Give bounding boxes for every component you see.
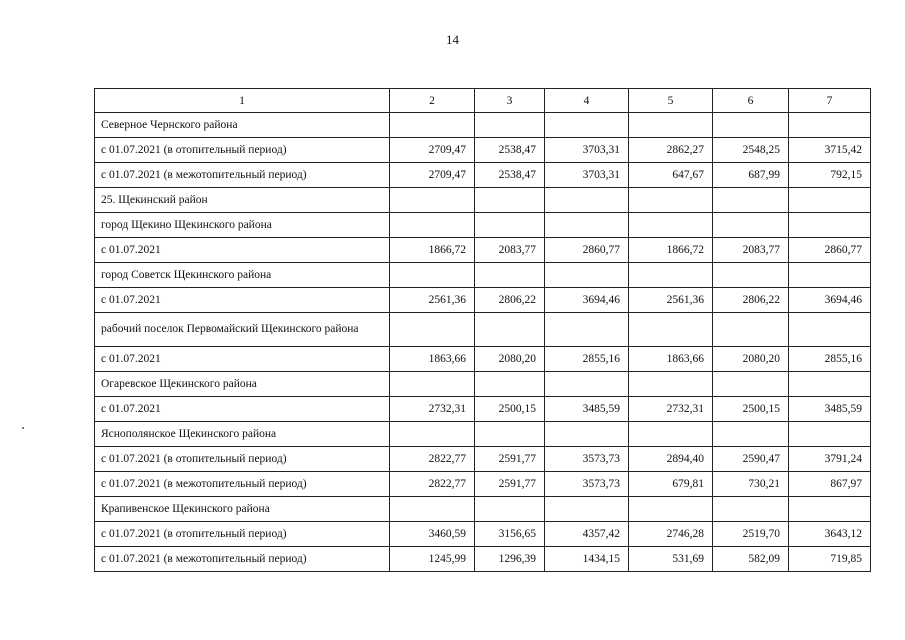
value-cell: 2709,47 bbox=[390, 163, 475, 188]
value-cell: 2591,77 bbox=[475, 447, 545, 472]
table-row bbox=[95, 213, 871, 238]
tariff-table bbox=[94, 88, 871, 572]
value-cell: 2500,15 bbox=[713, 397, 789, 422]
value-cell: 3703,31 bbox=[545, 138, 629, 163]
value-cell: 2500,15 bbox=[475, 397, 545, 422]
value-cell bbox=[545, 263, 629, 288]
value-cell bbox=[629, 113, 713, 138]
value-cell: 2732,31 bbox=[390, 397, 475, 422]
value-cell: 2860,77 bbox=[789, 238, 871, 263]
value-cell: 2860,77 bbox=[545, 238, 629, 263]
value-cell bbox=[475, 422, 545, 447]
value-cell: 531,69 bbox=[629, 547, 713, 572]
value-cell: 3485,59 bbox=[545, 397, 629, 422]
value-cell bbox=[789, 497, 871, 522]
value-cell: 679,81 bbox=[629, 472, 713, 497]
value-cell bbox=[713, 263, 789, 288]
value-cell: 3694,46 bbox=[545, 288, 629, 313]
value-cell: 2083,77 bbox=[713, 238, 789, 263]
value-cell: 1866,72 bbox=[629, 238, 713, 263]
row-label: Крапивенское Щекинского района bbox=[95, 497, 390, 522]
value-cell bbox=[629, 213, 713, 238]
column-header: 4 bbox=[545, 89, 629, 113]
table-row bbox=[95, 288, 871, 313]
row-label: с 01.07.2021 (в отопительный период) bbox=[95, 447, 390, 472]
value-cell bbox=[475, 497, 545, 522]
row-label: с 01.07.2021 (в межотопительный период) bbox=[95, 472, 390, 497]
column-header: 6 bbox=[713, 89, 789, 113]
value-cell: 719,85 bbox=[789, 547, 871, 572]
value-cell: 3485,59 bbox=[789, 397, 871, 422]
value-cell: 2080,20 bbox=[475, 347, 545, 372]
value-cell: 1863,66 bbox=[390, 347, 475, 372]
value-cell bbox=[545, 188, 629, 213]
table-row bbox=[95, 447, 871, 472]
row-label: с 01.07.2021 bbox=[95, 397, 390, 422]
value-cell bbox=[789, 313, 871, 347]
table-row bbox=[95, 522, 871, 547]
value-cell bbox=[475, 113, 545, 138]
value-cell: 2083,77 bbox=[475, 238, 545, 263]
value-cell bbox=[713, 372, 789, 397]
value-cell bbox=[390, 188, 475, 213]
value-cell: 3573,73 bbox=[545, 472, 629, 497]
value-cell: 2822,77 bbox=[390, 472, 475, 497]
value-cell: 582,09 bbox=[713, 547, 789, 572]
table-row bbox=[95, 372, 871, 397]
row-label: Северное Чернского района bbox=[95, 113, 390, 138]
value-cell bbox=[629, 263, 713, 288]
value-cell bbox=[629, 372, 713, 397]
value-cell: 2538,47 bbox=[475, 163, 545, 188]
row-label: с 01.07.2021 (в межотопительный период) bbox=[95, 163, 390, 188]
table-row bbox=[95, 422, 871, 447]
value-cell: 1434,15 bbox=[545, 547, 629, 572]
value-cell: 2548,25 bbox=[713, 138, 789, 163]
row-label: Огаревское Щекинского района bbox=[95, 372, 390, 397]
value-cell bbox=[475, 213, 545, 238]
value-cell bbox=[390, 263, 475, 288]
column-header: 7 bbox=[789, 89, 871, 113]
value-cell bbox=[545, 113, 629, 138]
value-cell bbox=[390, 372, 475, 397]
row-label: Яснополянское Щекинского района bbox=[95, 422, 390, 447]
value-cell bbox=[789, 113, 871, 138]
value-cell bbox=[789, 263, 871, 288]
value-cell bbox=[789, 422, 871, 447]
value-cell: 2519,70 bbox=[713, 522, 789, 547]
value-cell bbox=[713, 422, 789, 447]
value-cell bbox=[545, 422, 629, 447]
value-cell: 3715,42 bbox=[789, 138, 871, 163]
value-cell: 1245,99 bbox=[390, 547, 475, 572]
value-cell: 3156,65 bbox=[475, 522, 545, 547]
column-header: 2 bbox=[390, 89, 475, 113]
value-cell: 3573,73 bbox=[545, 447, 629, 472]
value-cell: 1866,72 bbox=[390, 238, 475, 263]
value-cell: 2709,47 bbox=[390, 138, 475, 163]
table-row bbox=[95, 163, 871, 188]
column-header: 5 bbox=[629, 89, 713, 113]
value-cell: 2806,22 bbox=[713, 288, 789, 313]
row-label: с 01.07.2021 (в отопительный период) bbox=[95, 138, 390, 163]
value-cell: 3791,24 bbox=[789, 447, 871, 472]
table-row bbox=[95, 263, 871, 288]
value-cell: 2538,47 bbox=[475, 138, 545, 163]
value-cell bbox=[390, 422, 475, 447]
value-cell bbox=[629, 497, 713, 522]
value-cell bbox=[545, 372, 629, 397]
table-row bbox=[95, 547, 871, 572]
row-label: с 01.07.2021 bbox=[95, 288, 390, 313]
value-cell bbox=[545, 497, 629, 522]
value-cell bbox=[390, 313, 475, 347]
value-cell bbox=[475, 313, 545, 347]
row-label: с 01.07.2021 bbox=[95, 238, 390, 263]
value-cell: 2806,22 bbox=[475, 288, 545, 313]
value-cell: 3643,12 bbox=[789, 522, 871, 547]
value-cell: 2080,20 bbox=[713, 347, 789, 372]
value-cell: 2894,40 bbox=[629, 447, 713, 472]
value-cell: 647,67 bbox=[629, 163, 713, 188]
value-cell: 730,21 bbox=[713, 472, 789, 497]
value-cell: 2855,16 bbox=[789, 347, 871, 372]
row-label: 25. Щекинский район bbox=[95, 188, 390, 213]
row-label: с 01.07.2021 bbox=[95, 347, 390, 372]
value-cell bbox=[713, 113, 789, 138]
value-cell: 2746,28 bbox=[629, 522, 713, 547]
value-cell bbox=[629, 188, 713, 213]
value-cell bbox=[475, 263, 545, 288]
value-cell bbox=[475, 372, 545, 397]
value-cell bbox=[713, 313, 789, 347]
table-row bbox=[95, 138, 871, 163]
value-cell: 2561,36 bbox=[629, 288, 713, 313]
value-cell bbox=[713, 497, 789, 522]
value-cell bbox=[629, 422, 713, 447]
value-cell: 792,15 bbox=[789, 163, 871, 188]
scan-speck bbox=[22, 427, 24, 429]
table-row bbox=[95, 313, 871, 347]
table-row bbox=[95, 472, 871, 497]
value-cell bbox=[629, 313, 713, 347]
value-cell: 687,99 bbox=[713, 163, 789, 188]
value-cell bbox=[545, 313, 629, 347]
value-cell bbox=[390, 213, 475, 238]
value-cell: 3703,31 bbox=[545, 163, 629, 188]
table-row bbox=[95, 497, 871, 522]
table-row bbox=[95, 113, 871, 138]
row-label: город Щекино Щекинского района bbox=[95, 213, 390, 238]
header-row bbox=[95, 89, 871, 113]
value-cell: 2732,31 bbox=[629, 397, 713, 422]
value-cell bbox=[390, 497, 475, 522]
value-cell bbox=[475, 188, 545, 213]
value-cell bbox=[390, 113, 475, 138]
column-header: 3 bbox=[475, 89, 545, 113]
column-header: 1 bbox=[95, 89, 390, 113]
value-cell bbox=[789, 188, 871, 213]
value-cell: 2590,47 bbox=[713, 447, 789, 472]
value-cell: 3694,46 bbox=[789, 288, 871, 313]
value-cell: 1296,39 bbox=[475, 547, 545, 572]
value-cell bbox=[545, 213, 629, 238]
row-label: город Советск Щекинского района bbox=[95, 263, 390, 288]
value-cell: 1863,66 bbox=[629, 347, 713, 372]
value-cell bbox=[789, 372, 871, 397]
value-cell: 2855,16 bbox=[545, 347, 629, 372]
value-cell: 2561,36 bbox=[390, 288, 475, 313]
value-cell: 867,97 bbox=[789, 472, 871, 497]
value-cell: 2822,77 bbox=[390, 447, 475, 472]
page-number: 14 bbox=[446, 32, 459, 47]
row-label: с 01.07.2021 (в отопительный период) bbox=[95, 522, 390, 547]
value-cell: 4357,42 bbox=[545, 522, 629, 547]
value-cell bbox=[789, 213, 871, 238]
value-cell bbox=[713, 213, 789, 238]
table-row bbox=[95, 347, 871, 372]
table-row bbox=[95, 188, 871, 213]
value-cell: 3460,59 bbox=[390, 522, 475, 547]
row-label: с 01.07.2021 (в межотопительный период) bbox=[95, 547, 390, 572]
value-cell: 2591,77 bbox=[475, 472, 545, 497]
value-cell bbox=[713, 188, 789, 213]
row-label: рабочий поселок Первомайский Щекинского района bbox=[95, 313, 390, 347]
value-cell: 2862,27 bbox=[629, 138, 713, 163]
table-row bbox=[95, 397, 871, 422]
table-row bbox=[95, 238, 871, 263]
